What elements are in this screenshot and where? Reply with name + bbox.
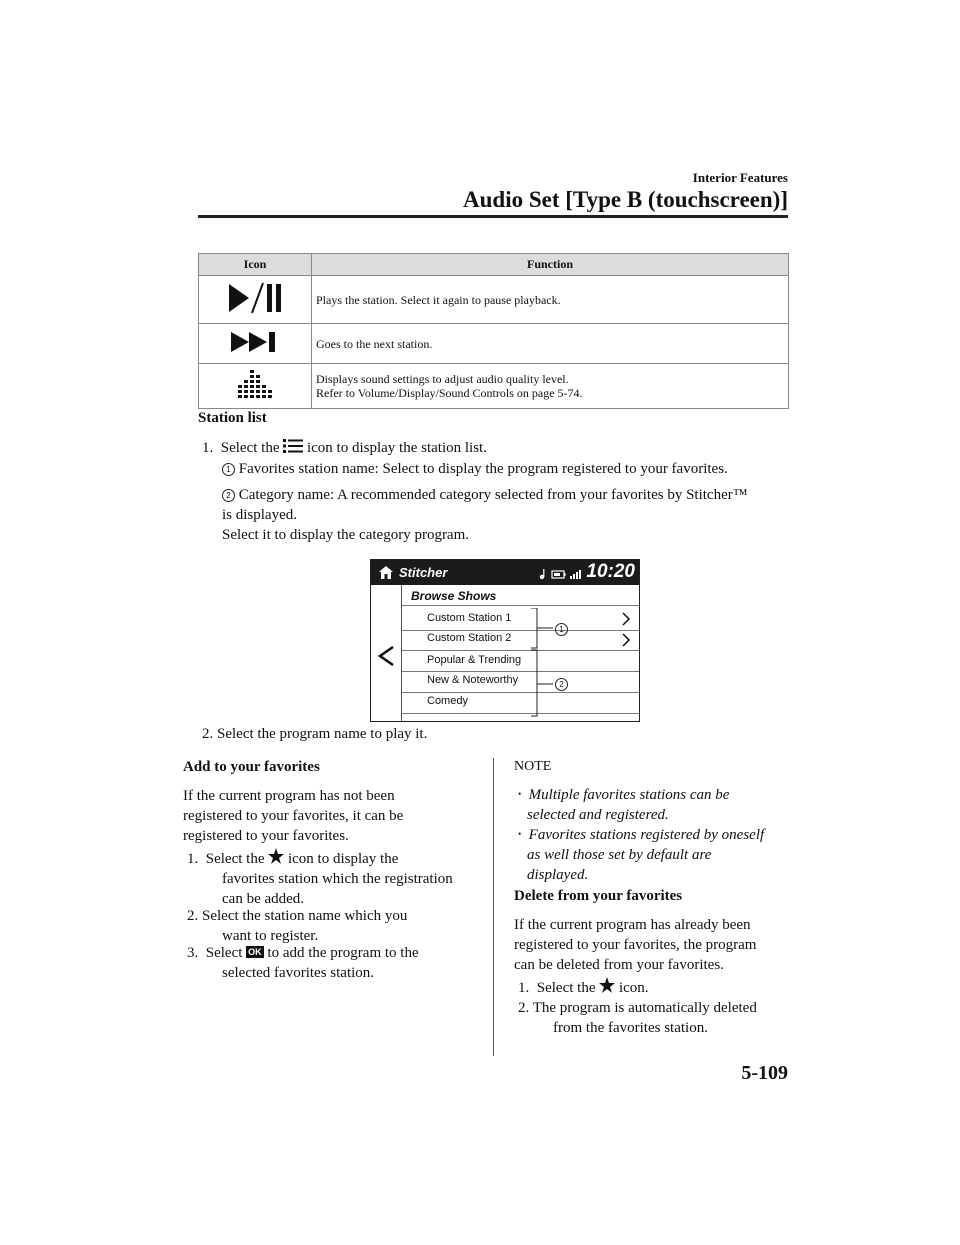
list-item[interactable]: Custom Station 2 — [427, 632, 512, 644]
column-divider — [493, 758, 494, 1056]
add-favorites-heading: Add to your favorites — [183, 759, 320, 775]
list-item[interactable]: Comedy — [427, 695, 468, 707]
screen-clock: 10:20 — [586, 561, 635, 582]
table-row — [199, 324, 789, 364]
callout-number-2: 2 — [222, 489, 235, 502]
screen-callout-2: 2 — [555, 678, 568, 691]
list-item[interactable]: Popular & Trending — [427, 654, 522, 666]
table-row — [199, 364, 789, 409]
list-item[interactable]: New & Noteworthy — [427, 674, 519, 686]
function-description: Plays the station. Select it again to pause playback. — [312, 276, 789, 324]
icon-function-table — [198, 253, 789, 409]
chevron-right-icon[interactable] — [621, 632, 631, 648]
screen-app-name: Stitcher — [399, 565, 448, 580]
sound-settings-icon — [236, 368, 274, 400]
title-rule — [198, 215, 788, 218]
table-header-row — [199, 254, 789, 276]
callout-number-1: 1 — [222, 463, 235, 476]
play-pause-icon — [225, 281, 285, 315]
screen-status-bar — [371, 560, 639, 585]
screen-back-panel[interactable] — [371, 585, 402, 721]
add-favorites-intro: If the current program has not been registered to your favorites, it can be registered to your favorites. — [183, 788, 404, 844]
note-label: NOTE — [514, 759, 552, 774]
function-description: Goes to the next station. — [312, 324, 789, 364]
delete-favorites-step-1: 1. Select the icon. — [518, 977, 649, 998]
list-icon — [283, 438, 303, 454]
list-item[interactable]: Custom Station 1 — [427, 612, 512, 624]
screen-list-header: Browse Shows — [411, 589, 497, 603]
station-list-note-1: 1 Favorites station name: Select to display the program registered to your favorites. — [222, 459, 728, 479]
column-header-function: Function — [312, 254, 789, 276]
back-chevron-icon[interactable] — [377, 645, 395, 667]
stitcher-screen-illustration — [370, 559, 640, 722]
skip-next-icon — [229, 330, 281, 354]
delete-favorites-intro: If the current program has already been registered to your favorites, the program can be deleted from your favorites. — [514, 917, 757, 973]
delete-favorites-heading: Delete from your favorites — [514, 888, 683, 904]
station-list-step-2: 2. Select the program name to play it. — [202, 726, 428, 742]
station-list-step-1: 1. Select the icon to display the station list. — [202, 440, 487, 456]
screen-callout-1: 1 — [555, 623, 568, 636]
page-number: 5-109 — [741, 1062, 788, 1084]
note-bullet-1: • Multiple favorites stations can be selected and registered. — [518, 787, 730, 823]
star-icon — [599, 977, 615, 993]
section-label: Interior Features — [692, 170, 788, 185]
note-bullet-2: • Favorites stations registered by oneself as well those set by default are displayed. — [518, 827, 765, 883]
column-header-icon: Icon — [199, 254, 312, 276]
station-list-heading: Station list — [198, 410, 267, 426]
table-row — [199, 276, 789, 324]
add-favorites-step-2: 2. Select the station name which you want to register. — [187, 908, 408, 944]
add-favorites-step-1: 1. Select the icon to display the favorites station which the registration can be added. — [187, 848, 453, 909]
star-icon — [268, 848, 284, 864]
status-icons — [539, 568, 583, 580]
home-icon[interactable] — [379, 566, 393, 579]
delete-favorites-step-2: 2. The program is automatically deleted from the favorites station. — [518, 1000, 757, 1036]
add-favorites-step-3: 3. Select OK to add the program to the selected favorites station. — [187, 945, 419, 981]
chevron-right-icon[interactable] — [621, 611, 631, 627]
ok-button-icon: OK — [248, 947, 262, 957]
station-list-note-2: 2 Category name: A recommended category selected from your favorites by Stitcher™ is displayed. Select it to display the category program. — [222, 487, 748, 543]
page-title: Audio Set [Type B (touchscreen)] — [463, 187, 788, 212]
function-description: Displays sound settings to adjust audio quality level. Refer to Volume/Display/Sound Controls on page 5-74. — [312, 364, 789, 409]
